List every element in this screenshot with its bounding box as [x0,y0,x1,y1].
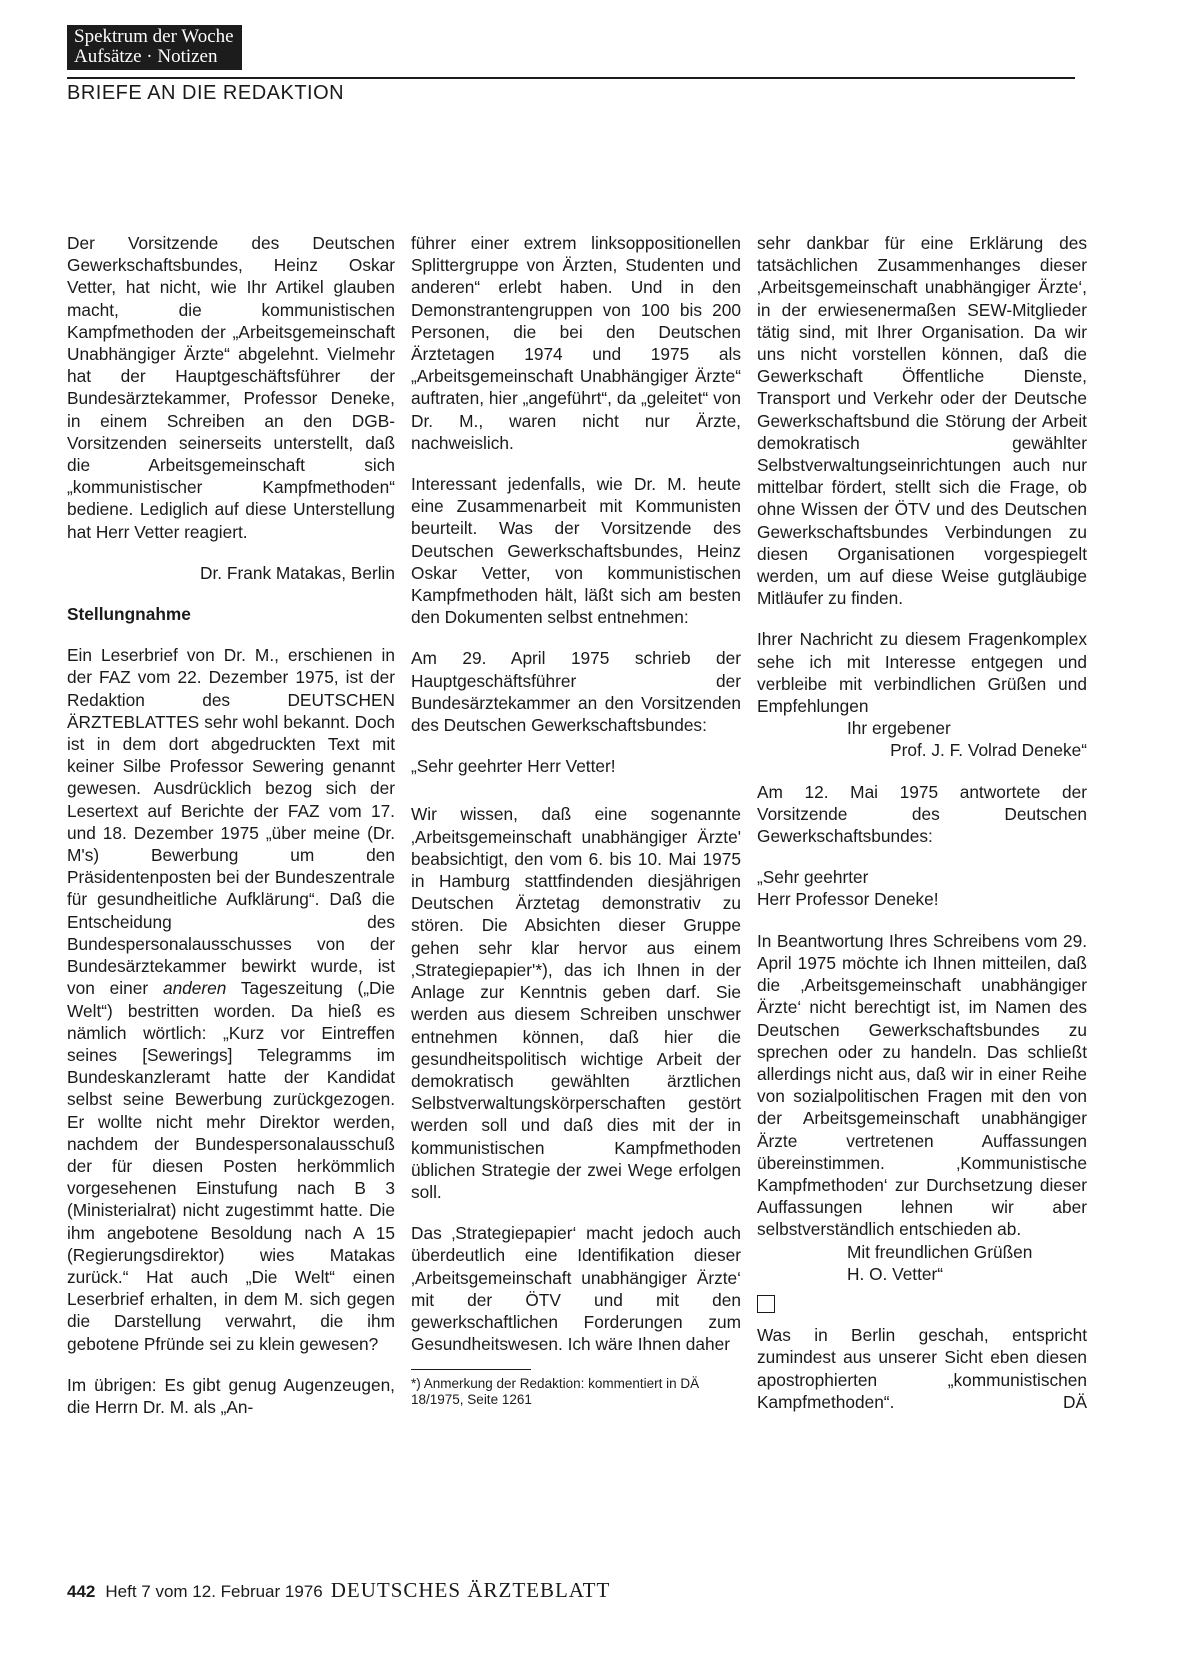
closing-salutation: Ihr ergebener Prof. J. F. Volrad Deneke“ [847,718,1087,761]
response-paragraph: führer einer extrem linksoppositionellen Splittergruppe von Ärzten, Studenten und anderen“ erlebt haben. Und in den Demonstrantengruppen von 100 bis 200 Personen, die bei den Deutschen Ärztetagen 1974 und 1975 als „Arbeitsgemeinschaft Unabhängiger Ärzte“ auftraten, hier „angeführt“, da „geleitet“ von Dr. M., waren nicht nur Ärzte, nachweislich. [411,233,741,453]
closing-paragraph: Was in Berlin geschah, entspricht zumindest aus unserer Sicht eben diesen apostrophierten „kommunistischen Kampfmethoden“. DÄ [757,1325,1087,1412]
column-1 [67,232,395,1437]
author-initials: DÄ [1062,1391,1087,1412]
response-paragraph: Im übrigen: Es gibt genug Augenzeugen, die Herrn Dr. M. als „An- [67,1374,395,1417]
quoted-paragraph: In Beantwortung Ihres Schreibens vom 29. April 1975 möchte ich Ihnen mitteilen, daß die ‚Arbeitsgemeinschaft unabhängiger Ärzte‘ nicht berechtigt ist, im Namen des Deutschen Gewerkschaftsbundes zu sprechen oder zu handeln. Das schließt allerdings nicht aus, daß wir in einer Reihe von sozialpolitischen Fragen mit den von der Arbeitsgemeinschaft unabhängiger Ärzte vertretenen Auffassungen übereinstimmen. ‚Kommunistische Kampfmethoden‘ zur Durchsetzung dieser Auffassungen lehnen wir aber selbstverständlich entschieden ab. [757,930,1087,1240]
page-footer [67,1578,610,1603]
emphasis: anderen [162,978,227,999]
footnote: *) Anmerkung der Redaktion: kommentiert in DÄ 18/1975, Seite 1261 [411,1376,700,1408]
footnote-rule [411,1369,531,1370]
header-rule [67,77,1075,79]
section-label-box [67,25,242,70]
subheading: Stellungnahme [67,604,191,625]
quoted-paragraph: sehr dankbar für eine Erklärung des tatsächlichen Zusammenhanges dieser ‚Arbeitsgemeinschaft unabhängiger Ärzte‘, in der erwiesenermaßen SEW-Mitglieder tätig sind, mit Ihrer Organisation. Da wir uns nicht vorstellen können, daß die Gewerkschaft Öffentliche Dienste, Transport und Verkehr oder der Deutsche Gewerkschaftsbund die Störung der Arbeit demokratisch gewählter Selbstverwaltungseinrichtungen auch nur mittelbar fördert, stellt sich die Frage, ob ohne Wissen der ÖTV und des Deutschen Gewerkschaftsbundes Verbindungen zu diesen Organisationen vorgespiegelt werden, um auf diese Weise gutgläubige Mitläufer zu finden. [757,233,1087,609]
section-label-line2: Aufsätze · Notizen [74,46,218,67]
quoted-paragraph: Wir wissen, daß eine sogenannte ‚Arbeitsgemeinschaft unabhängiger Ärzte' beabsichtigt, den vom 6. bis 10. Mai 1975 in Hamburg stattfindenden diesjährigen Deutschen Ärztetag demonstrativ zu stören. Die Absichten dieser Gruppe gehen sehr klar hervor aus einem ‚Strategiepapier'*), das ich Ihnen in der Anlage zur Kenntnis geben darf. Sie werden aus diesem Schreiben unschwer entnehmen können, daß hier die gesundheitspolitisch wichtige Arbeit der demokratisch gewählten ärztlichen Selbstverwaltungskörperschaften gestört werden soll und daß dies mit der in kommunistischen Kampfmethoden üblichen Strategie der zwei Wege erfolgen soll. [411,804,741,1202]
section-label-line1: Spektrum der Woche [74,26,234,47]
response-paragraph: Am 29. April 1975 schrieb der Hauptgeschäftsführer der Bundesärztekammer an den Vorsitzenden des Deutschen Gewerkschaftsbundes: [411,648,741,736]
letter-signature: Dr. Frank Matakas, Berlin [200,562,395,583]
section-title: BRIEFE AN DIE REDAKTION [67,82,345,104]
page-number: 442 [67,1582,96,1601]
column-2 [411,232,741,1408]
quoted-salutation: „Sehr geehrter Herr Professor Deneke! [757,867,939,910]
column-3 [757,232,1087,1432]
quoted-salutation: „Sehr geehrter Herr Vetter! [411,756,616,777]
closing-salutation: Mit freundlichen Grüßen H. O. Vetter“ [847,1241,1033,1284]
magazine-title: DEUTSCHES ÄRZTEBLATT [330,1578,611,1602]
end-of-article-box-icon [757,1295,775,1313]
response-paragraph: Interessant jedenfalls, wie Dr. M. heute eine Zusammenarbeit mit Kommunisten beurteilt. Was der Vorsitzende des Deutschen Gewerkschaftsbundes, Heinz Oskar Vetter, von kommunistischen Kampfmethoden hält, läßt sich am besten den Dokumenten selbst entnehmen: [411,474,741,628]
response-paragraph: Ein Leserbrief von Dr. M., erschienen in der FAZ vom 22. Dezember 1975, ist der Redaktion des DEUTSCHEN ÄRZTEBLATTES sehr wohl bekannt. Doch ist in dem dort abgedruckten Text mit keiner Silbe Professor Sewering genannt gewesen. Ausdrücklich bezog sich der Lesertext auf Berichte der FAZ vom 17. und 18. Dezember 1975 „über meine (Dr. M's) Bewerbung um den Präsidentenposten bei der Bundeszentrale für gesundheitliche Aufklärung“. Daß die Entscheidung des Bundespersonalausschusses von der Bundesärztekammer bewirkt wurde, ist von einer anderen Tageszeitung („Die Welt“) bestritten worden. Da hieß es nämlich wörtlich: „Kurz vor Eintreffen seines [Sewerings] Telegramms im Bundeskanzleramt hatte der Kandidat selbst seine Bewerbung zurückgezogen. Er wollte nicht mehr Direktor werden, nachdem der Bundespersonalausschuß der für diesen Posten herkömmlich vorgesehenen Einstufung nach B 3 (Ministerialrat) nicht zugestimmt hatte. Die ihm angebotene Besoldung nach A 15 (Regierungsdirektor) wies Matakas zurück.“ Hat auch „Die Welt“ einen Leserbrief erhalten, in dem M. sich gegen die Darstellung verwahrt, die ihm gebotene Pfründe sei zu klein gewesen? [67,645,395,1354]
response-paragraph: Am 12. Mai 1975 antwortete der Vorsitzende des Deutschen Gewerkschaftsbundes: [757,781,1087,847]
issue-info: Heft 7 vom 12. Februar 1976 [105,1582,323,1601]
letter-paragraph: Der Vorsitzende des Deutschen Gewerkschaftsbundes, Heinz Oskar Vetter, hat nicht, wie Ihr Artikel glauben macht, die kommunistischen Kampfmethoden der „Arbeitsgemeinschaft Unabhängiger Ärzte“ abgelehnt. Vielmehr hat der Hauptgeschäftsführer der Bundesärztekammer, Professor Deneke, in einem Schreiben an den DGB-Vorsitzenden seinerseits unterstellt, daß die Arbeitsgemeinschaft sich „kommunistischer Kampfmethoden“ bediene. Lediglich auf diese Unterstellung hat Herr Vetter reagiert. [67,233,395,542]
quoted-paragraph: Ihrer Nachricht zu diesem Fragenkomplex sehe ich mit Interesse entgegen und verbleibe mit verbindlichen Grüßen und Empfehlungen [757,629,1087,717]
quoted-paragraph: Das ‚Strategiepapier‘ macht jedoch auch überdeutlich eine Identifikation dieser ‚Arbeitsgemeinschaft unabhängiger Ärzte‘ mit der ÖTV und mit den gewerkschaftlichen Forderungen zum Gesundheitswesen. Ich wäre Ihnen daher [411,1223,741,1355]
